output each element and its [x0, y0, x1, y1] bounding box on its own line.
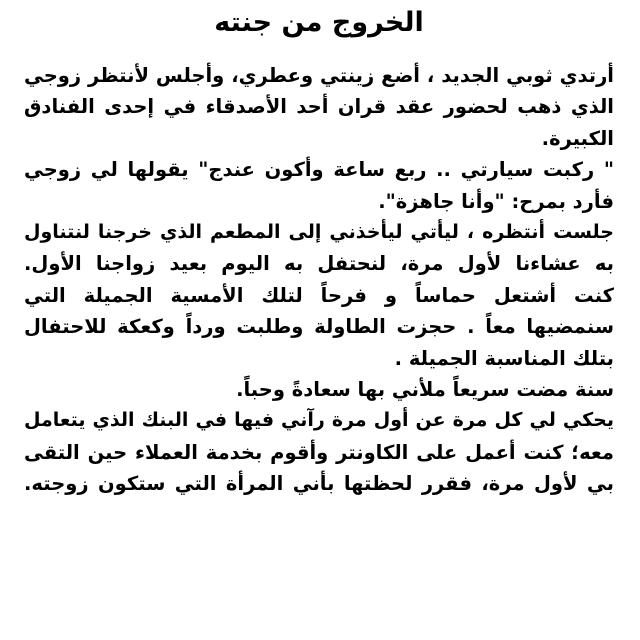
- text-line: سنمضيها معاً . حجزت الطاولة وطلبت ورداً وكعكة للاحتفال: [24, 315, 614, 339]
- text-line: أرتدي ثوبي الجديد ، أضع زينتي وعطري، وأجلس لأنتظر زوجي: [24, 64, 614, 87]
- text-line: يحكي لي كل مرة عن أول مرة رآني فيها في البنك الذي يتعامل: [24, 409, 614, 432]
- text-line: سنة مضت سريعاً ملأني بها سعادةً وحباً.: [236, 377, 614, 401]
- document-title: الخروج من جنته: [214, 7, 424, 38]
- text-line: " ركبت سيارتي .. ربع ساعة وأكون عندج" يقولها لي زوجي: [24, 158, 614, 182]
- text-line: معه؛ كنت أعمل على الكاونتر وأقوم بخدمة العملاء حين التقى: [24, 440, 614, 464]
- text-line: فأرد بمرح: "وأنا جاهزة".: [378, 189, 614, 213]
- text-line: جلست أنتظره ، ليأتي ليأخذني إلى المطعم الذي خرجنا لنتناول: [24, 220, 614, 243]
- text-line: الذي ذهب لحضور عقد قران أحد الأصدقاء في إحدى الفنادق: [24, 95, 614, 119]
- text-line: بتلك المناسبة الجميلة .: [394, 346, 614, 370]
- text-line: كنت أشتعل حماساً و فرحاً لتلك الأمسية الجميلة التي: [24, 283, 614, 307]
- document-body: [24, 60, 614, 499]
- text-line: بي لأول مرة، فقرر لحظتها بأني المرأة التي ستكون زوجته.: [24, 472, 614, 496]
- text-line: به عشاءنا لأول مرة، لنحتفل به اليوم بعيد زواجنا الأول.: [24, 252, 614, 276]
- text-line: الكبيرة.: [541, 126, 614, 150]
